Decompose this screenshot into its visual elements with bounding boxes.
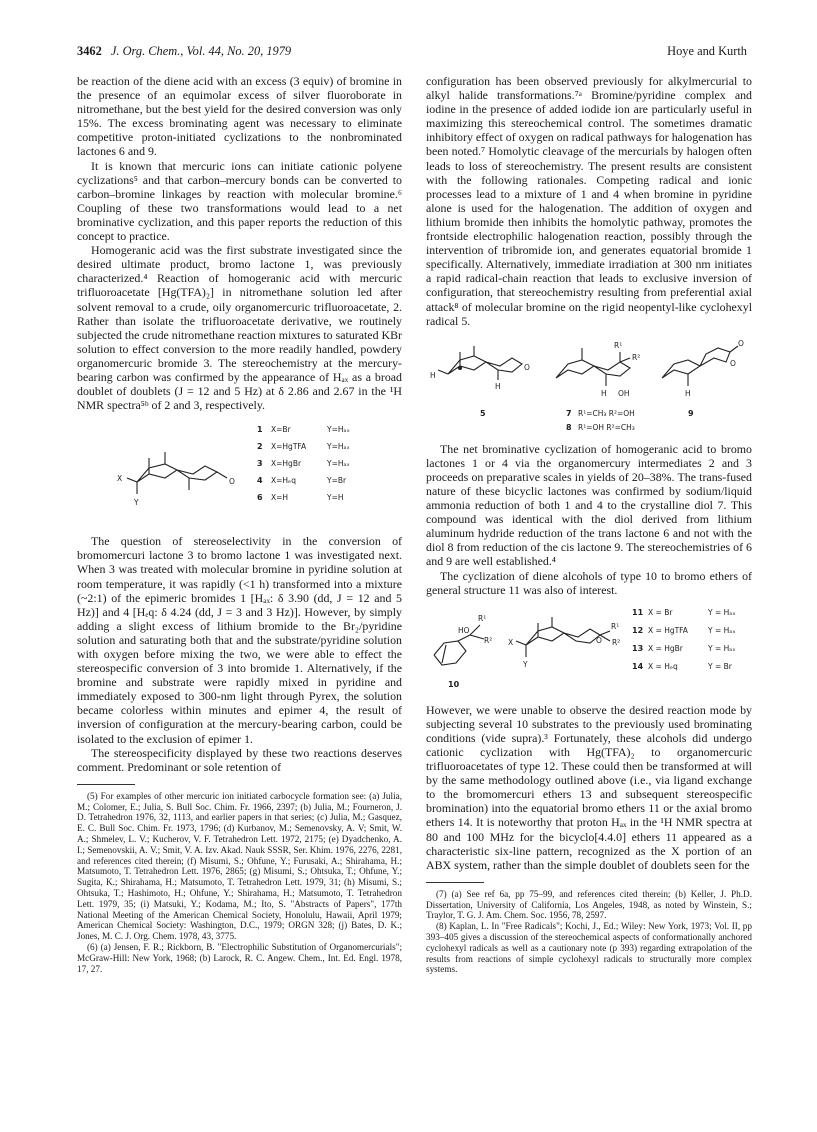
compound-number: 4 [257, 476, 263, 486]
paragraph: configuration has been observed previously for alkylmercurial to alkyl halide transformations.⁷ᵃ Bromine/pyridine complex and iodine in the presence of added iodide ion are particularly useful in maximizing this stereochemical control. The sometimes dramatic inhibitory effect of oxygen on radical pathways for halogenation has been noted.⁷ Homolytic cleavage of the mercurials by halogen often leads to loss of stereochemistry. The present results are consistent with the following rationales. Competing radical and ionic processes lead to a mixture of 1 and 4 when bromine in pyridine alone is used for the halogenation. The addition of oxygen and lithium bromide then inhibits the homolytic pathway, promotes the frontside electrophilic halogenation reaction, possibly through the intervention of tribromide ion, and generates equatorial bromide 1 specifically. Alternatively, immediate irradiation at 300 nm initiates a rapid radical-chain reaction that leads to exclusive inversion of configuration, that stereochemistry resulting from preferential axial attack⁸ of molecular bromine on the rigid neopentyl-like cyclohexyl radical 5. [426, 74, 752, 328]
right-column [426, 74, 752, 975]
x-definition: X = Br [648, 607, 673, 617]
compound-row-11 [632, 608, 736, 617]
y-definition: Y = Hₐₓ [708, 625, 736, 635]
compound-7-definition: R¹=CH₃ R²=OH [578, 408, 635, 418]
paragraph: It is known that mercuric ions can initiate cationic polyene cyclizations⁵ and that carbon–mercury bonds can be converted to carbon–bromine linkages by reaction with molecular bromine.⁶ Coupling of these two transformations would lead to a net brominative cyclization, and this paper reports the reduction of this concept to practice. [77, 158, 402, 244]
compound-number: 2 [257, 442, 263, 452]
oxygen-label: O [229, 477, 235, 487]
compound-number: 1 [257, 425, 263, 435]
structure-9-drawing [662, 346, 738, 386]
h-label: H [601, 388, 607, 398]
lactone-ring-drawing [127, 452, 227, 494]
compound-row-12 [632, 626, 736, 635]
r1-label: R¹ [478, 613, 487, 623]
x-definition: X=Br [271, 425, 291, 435]
footnotes-right [426, 889, 752, 975]
compound-number: 12 [632, 625, 644, 635]
substituent-x-label: X [508, 637, 514, 647]
x-definition: X=Hₑq [271, 476, 296, 486]
compound-row-6 [257, 493, 344, 502]
y-definition: Y = Hₐₓ [708, 607, 736, 617]
h-label: H [495, 381, 501, 391]
footnote-rule [77, 784, 135, 785]
x-definition: X = HgBr [648, 643, 683, 653]
substituent-y-label: Y [134, 498, 139, 508]
compound-number: 3 [257, 459, 263, 469]
figure-compounds-10-14 [426, 603, 752, 695]
r2-label: R² [632, 352, 641, 362]
footnote-6: (6) (a) Jensen, F. R.; Rickborn, B. "Electrophilic Substitution of Organomercurials"; McGraw-Hill: New York, 1968; (b) Larock, R. C. Angew. Chem., Int. Ed. Engl. 1978, 17, 27. [77, 942, 402, 974]
x-definition: X=H [271, 493, 289, 503]
figure-lactones-1-6 [77, 418, 402, 526]
radical-dot [458, 366, 462, 370]
ho-label: HO [458, 625, 470, 635]
oh-label: OH [618, 388, 630, 398]
y-definition: Y=H [327, 493, 344, 503]
compounds-10-14-svg [426, 603, 752, 695]
header-authors: Hoye and Kurth [667, 44, 747, 58]
page-number: 3462 [77, 44, 102, 58]
journal-citation: J. Org. Chem., Vol. 44, No. 20, 1979 [110, 44, 292, 58]
compound-number: 14 [632, 661, 644, 671]
footnote-5: (5) For examples of other mercuric ion initiated carbocycle formation see: (a) Julia, M.; Colomer, E.; Julia, S. Bull Soc. Chim. Fr. 1966, 2397; (b) Julia, M.; Fourneron, J. D. Tetrahedron 1976, 32, 1113, and earlier papers in that series; (c) Julia, M.; Gasquez, E. C. Bull Soc. Chim. Fr. 1973, 1796; (d) Kurbanov, M.; Semenovsky, A. V; Smit, W. A.; Shmelev, L. V.; Kucherov, V. F. Tetrahedron Lett. 1972, 2175; (e) Dyadchenko, A. I.; Semenovskii, A. V.; Smit, V. A. Izv. Akad. Nauk SSSR, Ser. Khim. 1976, 2276, 2281, and references cited therein; (f) Misumi, S.; Ohfune, Y.; Furusaki, A.; Shirahama, H.; Matsumoto, T. Tetrahedron Lett. 1976, 2865; (g) Misumi, S.; Ohtsuka, T.; Ohfune, Y.; Sugita, K.; Shirahama, H.; Matsumoto, T. Tetrahedron Lett. 1979, 31; (h) Misumi, S.; Ohtsuka, T.; Hashimoto, H.; Ohfune, Y.; Shirahama, H.; Matsumoto, T. Tetrahedron Lett. 1979, 35; (i) Matsuki, Y.; Kodama, M.; Ito, S. "Abstracts of Papers", 177th National Meeting of the American Chemical Society, Honolulu, Hawaii, April 1979; American Chemical Society: Washington, D.C., 1979; ORGN 328; (j) Bates, D. K.; Jones, M. C. J. Org. Chem. 1978, 43, 3775. [77, 790, 402, 942]
footnote-7: (7) (a) See ref 6a, pp 75–99, and references cited therein; (b) Keller, J. Ph.D. Dissertation, University of California, Los Angeles, 1948, as noted by Winstein, S.; Traylor, T. G. J. Am. Chem. Soc. 1956, 78, 2597. [426, 888, 752, 921]
header-left [77, 44, 291, 59]
figure-compounds-5-9 [426, 334, 752, 434]
compound-row-14 [632, 662, 733, 671]
compounds-5-9-svg [426, 334, 752, 434]
oxygen-label: O [524, 362, 530, 372]
x-definition: X = Hₑq [648, 661, 678, 671]
lactone-structure-svg [77, 418, 402, 526]
structure-7-8-drawing [556, 348, 630, 386]
paragraph: The cyclization of diene alcohols of type 10 to bromo ethers of general structure 11 was also of interest. [426, 568, 752, 597]
paragraph: be reaction of the diene acid with an excess (3 equiv) of bromine in the presence of an equimolar excess of silver fluoroborate in nitromethane, but the best yield for the desired conversion was only 15%. The excess brominating agent was necessary to eliminate competitive proton-initiated cyclizations to the nonbrominated lactones 6 and 9. [77, 74, 402, 159]
oxygen-label: O [738, 338, 744, 348]
compound-row-3 [257, 459, 350, 468]
y-definition: Y=Hₐₓ [327, 425, 350, 435]
r1-label: R¹ [614, 340, 623, 350]
compound-8-definition: R¹=OH R²=CH₃ [578, 422, 635, 432]
running-header [77, 44, 747, 62]
compound-number-9: 9 [688, 408, 694, 418]
compound-number-10: 10 [448, 679, 460, 689]
oxygen-label: O [730, 358, 736, 368]
paragraph: The stereospecificity displayed by these two reactions deserves comment. Predominant or sole retention of [77, 745, 402, 774]
compound-number: 6 [257, 493, 263, 503]
y-definition: Y=Hₐₓ [327, 442, 350, 452]
h-label: H [685, 388, 691, 398]
paragraph: The question of stereoselectivity in the conversion of bromomercuri lactone 3 to bromo lactone 1 was investigated next. When 3 was treated with molecular bromine in pyridine solution at room temperature, it was rapidly (<1 h) transformed into a mixture (~2:1) of the epimeric bromides 1 [Hₐₓ: δ 3.90 (dd, J = 12 and 5 Hz)] and 4 [Hₑq: δ 4.24 (dd, J = 3 and 3 Hz)]. However, by simply adding a slight excess of lithium bromide to the Br₂/pyridine solution and saturating both that and the substrate/pyridine solution with oxygen before mixing the two, we were able to effect the stereospecific conversion of 3 into bromide 1. Alternatively, if the bromine and substrate were rapidly mixed in pyridine and immediately exposed to 300-nm light through Pyrex, the solution became colorless within minutes and epimer 4, the result of inversion of configuration at the mercury-bearing carbon, could be isolated to the exclusion of epimer 1. [77, 534, 402, 746]
compound-number-5: 5 [480, 408, 486, 418]
paragraph: Homogeranic acid was the first substrate investigated since the desired ultimate product, bromo lactone 1, was previously characterized.⁴ Reaction of homogeranic acid with mercuric trifluoroacetate [Hg(TFA)₂] in nitromethane solution led after solvent removal to a crude, oily organomercuric trifluoroacetate, 2. Rather than isolate the trifluoroacetate derivative, we routinely subjected the crude nitromethane reaction mixtures to saturated KBr solution to effect conversion to the more readily handled, powdery organomercuric bromide 3. The stereochemistry at the mercury-bearing carbon was confirmed by the appearance of Hₐₓ as a broad doublet of doublets (J = 12 and 5 Hz) at δ 2.86 and 2.67 in the ¹H NMR spectra⁵ᵇ of 2 and 3, respectively. [77, 243, 402, 413]
paragraph: However, we were unable to observe the desired reaction mode by subjecting several 10 substrates to the previously used brominating conditions (vide supra).³ Fortunately, these alcohols did undergo cationic cyclization with Hg(TFA)₂ to organomercuric trifluoroacetates of type 12. These could then be transformed at will by the same methodology outlined above (i.e., via ligand exchange to the bromomercuri ethers 13 and subsequent stereospecific bromination) into the equatorial bromo ethers 11 or the axial bromo ethers 14. It is noteworthy that proton Hₐₓ in the ¹H NMR spectra at 80 and 100 MHz for the bicyclo[4.4.0] ethers 11 appeared as a characteristic six-line pattern, recognized as the X portion of an ABX system, rather than the simple doublet of doublets seen for the [426, 702, 752, 872]
compound-row-2 [257, 442, 350, 451]
r2-label: R² [484, 635, 493, 645]
compound-row-1 [257, 425, 350, 434]
oxygen-label: O [596, 635, 602, 645]
structure-5-drawing [438, 346, 522, 380]
y-definition: Y = Br [708, 661, 732, 671]
x-definition: X = HgTFA [648, 625, 688, 635]
h-label: H [430, 370, 436, 380]
compound-number: 13 [632, 643, 644, 653]
compound-number: 11 [632, 607, 644, 617]
paragraph: The net brominative cyclization of homogeranic acid to bromo lactones 1 or 4 via the organomercury intermediates 2 and 3 proceeds on preparative scales in yields of 20–38%. The trans-fused nature of these bicyclic lactones was confirmed by sodium/liquid ammonia reduction of both 1 and 4 to the crystalline diol 7. This compound was identical with the diol derived from lithium aluminum hydride reduction of the trans lactone 6 and not with the diol 8 from reduction of the cis lactone 9. The stereochemistries of 6 and 9 are well established.⁴ [426, 441, 752, 569]
y-definition: Y=Hₐₓ [327, 459, 350, 469]
substituent-y-label: Y [523, 659, 528, 669]
y-definition: Y = Hₐₓ [708, 643, 736, 653]
r1-label: R¹ [611, 621, 620, 631]
r2-label: R² [612, 637, 621, 647]
x-definition: X=HgBr [271, 459, 302, 469]
footnotes-left [77, 791, 402, 975]
y-definition: Y=Br [327, 476, 347, 486]
compound-row-13 [632, 644, 736, 653]
footnote-8: (8) Kaplan, L. In "Free Radicals"; Kochi, J., Ed.; Wiley: New York, 1973; Vol. II, pp 393–405 gives a discussion of the stereochemical aspects of conformationally anchored cyclohexyl radicals as well as a cautionary note (p 393) regarding extrapolation of the results from reactions of simple cyclohexyl radicals to structurally more complex systems. [426, 921, 752, 975]
compound-number-8: 8 [566, 422, 572, 432]
compound-row-4 [257, 476, 347, 485]
substituent-x-label: X [117, 474, 123, 484]
footnote-rule [426, 882, 484, 883]
x-definition: X=HgTFA [271, 442, 307, 452]
compound-number-7: 7 [566, 408, 572, 418]
left-column [77, 74, 402, 974]
